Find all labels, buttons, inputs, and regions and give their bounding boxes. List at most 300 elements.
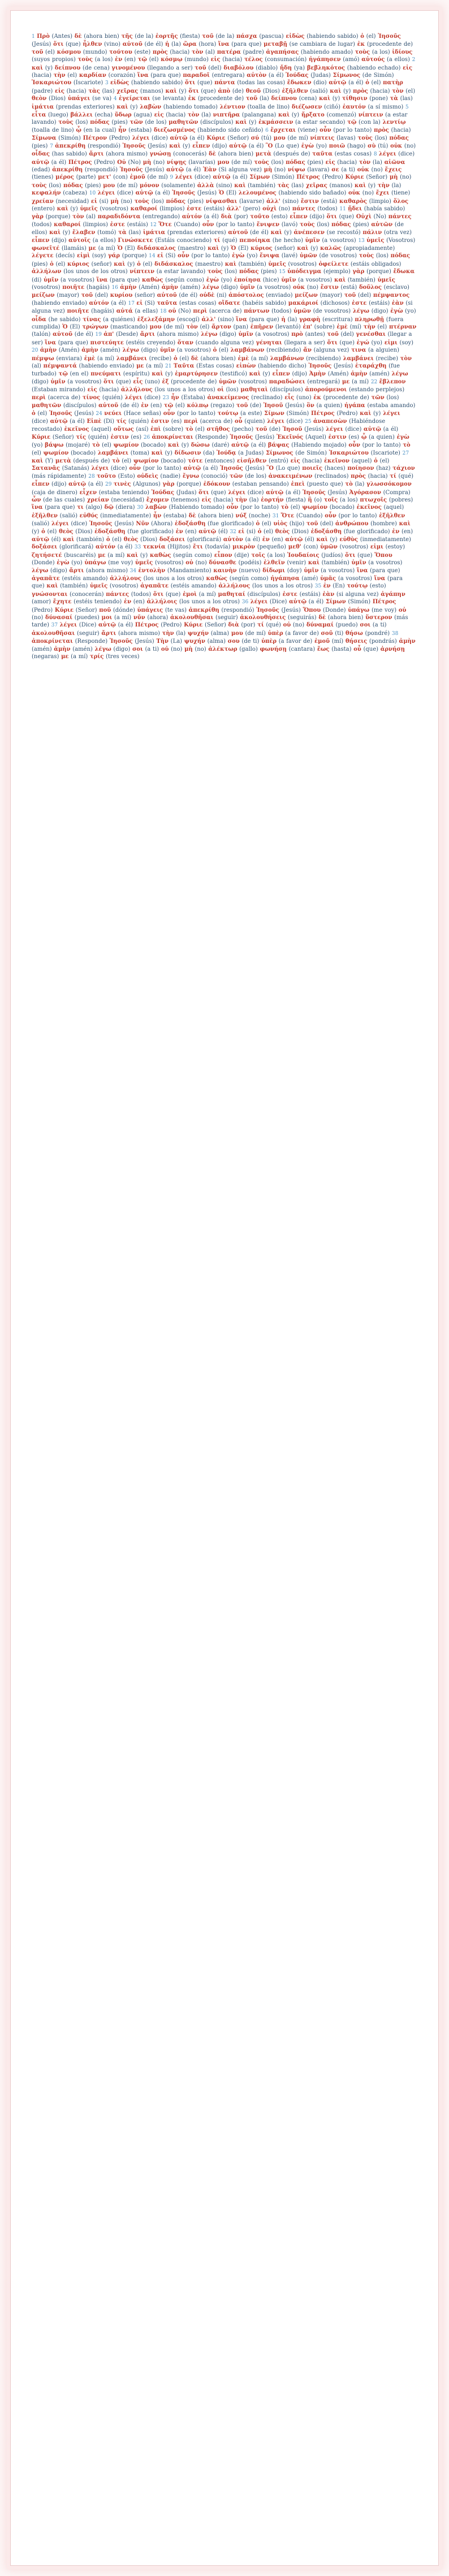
- word-pair: [264, 41, 355, 47]
- word-pair: [264, 560, 306, 566]
- greek-word: ὅτι: [345, 552, 356, 559]
- word-pair: [277, 434, 326, 440]
- word-pair: [174, 356, 189, 362]
- verse-number: 19: [95, 332, 104, 338]
- spanish-gloss: (los unos a los otros): [177, 599, 240, 606]
- greek-word: τί: [390, 473, 396, 479]
- greek-word: ἀγάπην: [381, 591, 405, 598]
- spanish-gloss: (Si): [163, 253, 176, 260]
- greek-word: πόδας: [63, 182, 83, 189]
- spanish-gloss: (amén): [32, 646, 52, 652]
- word-pair: [378, 183, 401, 189]
- word-pair: [244, 308, 291, 314]
- greek-word: Κύριε: [32, 434, 51, 440]
- greek-word: εἰμι: [370, 544, 383, 551]
- spanish-gloss: (judíos): [319, 552, 343, 559]
- greek-word: καὶ: [208, 245, 219, 252]
- greek-word: καὶ: [319, 96, 331, 102]
- word-pair: [203, 167, 262, 173]
- greek-word: εἰσῆλθεν: [237, 457, 267, 464]
- greek-word: ἐστε: [282, 591, 297, 598]
- word-pair: [111, 65, 192, 71]
- spanish-gloss: (que): [337, 339, 355, 346]
- greek-word: αὐτά: [116, 308, 133, 315]
- spanish-gloss: (fue turbado): [32, 363, 400, 378]
- greek-word: Κύριε: [345, 174, 364, 181]
- greek-word: καὶ: [249, 371, 261, 378]
- spanish-gloss: (para que): [55, 339, 88, 346]
- greek-word: ἀμὴν: [120, 284, 137, 291]
- word-pair: [175, 521, 254, 527]
- greek-word: λαμβάνει: [343, 355, 374, 362]
- greek-word: ἐγὼ: [57, 560, 70, 567]
- greek-word: καὶ: [151, 449, 163, 456]
- greek-word: τούτῳ: [347, 583, 368, 590]
- word-pair: [217, 387, 238, 393]
- spanish-gloss: (digo): [111, 646, 131, 652]
- spanish-gloss: (los): [384, 394, 399, 401]
- word-pair: [124, 599, 145, 605]
- greek-word: ὁ: [374, 457, 378, 464]
- spanish-gloss: (a él): [266, 72, 284, 79]
- word-pair: [157, 292, 198, 299]
- spanish-gloss: (el): [140, 261, 153, 267]
- word-pair: [312, 151, 372, 157]
- word-pair: [344, 403, 415, 409]
- spanish-gloss: (a él): [184, 166, 201, 173]
- word-pair: [160, 347, 211, 353]
- greek-word: οὗ: [353, 646, 361, 652]
- spanish-gloss: (acerca de): [207, 308, 242, 315]
- word-pair: [323, 583, 345, 589]
- spanish-gloss: (quién): [100, 394, 123, 401]
- greek-word: λέγει: [326, 426, 343, 433]
- greek-word: με: [136, 363, 144, 370]
- word-pair: [289, 599, 323, 605]
- word-pair: [90, 583, 139, 589]
- word-pair: [104, 410, 161, 417]
- greek-word: σύ: [251, 135, 260, 142]
- greek-word: ἀκολουθήσεις: [240, 615, 286, 621]
- greek-word: τοὺς: [134, 198, 150, 205]
- word-pair: [115, 112, 152, 118]
- word-pair: [296, 174, 343, 180]
- spanish-gloss: (no): [192, 646, 206, 652]
- spanish-gloss: (del): [206, 64, 222, 71]
- greek-word: ἀπὸ: [218, 88, 231, 94]
- greek-word: ἐκεῖνος: [356, 504, 382, 511]
- greek-word: νίπτειν: [358, 112, 383, 119]
- spanish-gloss: (se cambiara de lugar): [287, 41, 355, 48]
- spanish-gloss: (a quien): [314, 403, 343, 409]
- word-pair: [99, 607, 135, 613]
- spanish-gloss: (también): [245, 182, 276, 189]
- spanish-gloss: (y): [162, 449, 172, 456]
- word-pair: [283, 591, 321, 598]
- greek-word: ἐγὼ: [232, 253, 245, 260]
- word-pair: [326, 426, 361, 433]
- spanish-gloss: (a favor de): [277, 638, 313, 645]
- spanish-gloss: (Estaban mirando): [32, 387, 85, 394]
- spanish-gloss: (Judas): [308, 72, 331, 79]
- greek-word: ἔγνω: [182, 473, 199, 479]
- word-pair: [258, 529, 273, 535]
- greek-word: ὑπάγει: [67, 96, 90, 102]
- spanish-gloss: (a mí): [112, 615, 132, 621]
- greek-word: κύριος: [251, 245, 273, 252]
- greek-word: ἔδωκα: [393, 269, 415, 275]
- spanish-gloss: (el): [32, 449, 41, 456]
- greek-word: ᾧ: [361, 434, 367, 440]
- spanish-gloss: (solamente): [159, 182, 196, 189]
- spanish-gloss: (ni): [214, 292, 227, 299]
- greek-word: ᾔδει: [348, 205, 362, 212]
- word-pair: [32, 458, 53, 464]
- word-pair: [353, 646, 378, 652]
- word-pair: [162, 284, 201, 291]
- greek-word: μαθηταί: [218, 591, 245, 598]
- word-pair: [262, 206, 290, 212]
- word-pair: [79, 72, 136, 79]
- spanish-gloss: (mojaré): [63, 442, 90, 449]
- spanish-gloss: (habiendo dicho): [256, 363, 306, 370]
- greek-word: καὶ: [235, 119, 247, 126]
- greek-word: τὸν: [400, 355, 412, 362]
- word-pair: [256, 521, 271, 527]
- spanish-gloss: (sino): [215, 316, 234, 323]
- word-pair: [94, 529, 174, 535]
- greek-word: καθαρὸς: [339, 198, 367, 205]
- word-pair: [110, 222, 148, 228]
- word-pair: [136, 190, 170, 196]
- spanish-gloss: (mundo): [182, 57, 209, 63]
- spanish-gloss: (a él): [49, 159, 67, 166]
- greek-word: οἱ: [217, 387, 224, 394]
- spanish-gloss: (habiendo amado): [299, 49, 353, 55]
- greek-word: εἰ: [90, 198, 97, 205]
- greek-word: Σίμωνος: [266, 449, 293, 456]
- spanish-gloss: (a mí): [144, 363, 163, 370]
- greek-word: καὶ: [278, 112, 290, 119]
- greek-word: ὑμῶν: [320, 544, 338, 551]
- word-pair: [103, 379, 131, 385]
- greek-word: κύριος: [67, 261, 89, 267]
- greek-word: τινὲς: [113, 481, 131, 488]
- greek-word: τὰ: [118, 230, 127, 236]
- word-pair: [359, 253, 388, 259]
- spanish-gloss: (Di): [101, 418, 114, 425]
- greek-word: λέγω: [352, 308, 370, 315]
- spanish-gloss: (Habiéndose recostado): [32, 418, 386, 433]
- word-pair: [169, 308, 191, 314]
- greek-word: μὴ: [143, 159, 152, 166]
- spanish-gloss: (estaba): [126, 127, 152, 133]
- spanish-gloss: (de Simón): [293, 449, 327, 456]
- spanish-gloss: (decís): [53, 253, 75, 260]
- spanish-gloss: (testificó): [217, 371, 247, 378]
- greek-word: περὶ: [32, 394, 46, 401]
- spanish-gloss: (Pedro): [92, 159, 115, 166]
- word-pair: [32, 568, 67, 574]
- spanish-gloss: (después de): [271, 151, 310, 158]
- word-pair: [76, 127, 116, 133]
- word-pair: [211, 324, 248, 330]
- spanish-gloss: (habiendo enviado): [32, 300, 87, 306]
- verse-number: 10: [89, 191, 98, 197]
- greek-word: τὴν: [162, 630, 174, 637]
- word-pair: [166, 198, 204, 205]
- spanish-gloss: (me voy): [369, 607, 397, 613]
- word-pair: [45, 442, 90, 448]
- spanish-gloss: (reclinado): [249, 394, 283, 401]
- word-pair: [207, 426, 254, 433]
- greek-word: ἐδόκουν: [203, 481, 231, 488]
- spanish-gloss: (el): [261, 528, 273, 535]
- spanish-gloss: (y): [128, 103, 138, 110]
- spanish-gloss: (a vosotros): [296, 276, 333, 283]
- word-pair: [238, 356, 268, 362]
- greek-word: ὁ: [50, 261, 54, 267]
- word-pair: [346, 630, 390, 637]
- word-pair: [32, 356, 82, 362]
- word-pair: [251, 245, 295, 252]
- word-pair: [331, 222, 369, 228]
- word-pair: [355, 49, 390, 55]
- greek-word: ἐν: [175, 528, 183, 535]
- greek-word: ἐν: [141, 403, 149, 409]
- spanish-gloss: (Jesús): [253, 434, 275, 440]
- spanish-gloss: (yo): [218, 276, 232, 283]
- word-pair: [288, 167, 330, 173]
- spanish-gloss: (este): [132, 49, 151, 55]
- greek-word: εἷς: [284, 394, 295, 401]
- spanish-gloss: (a él): [346, 80, 364, 87]
- greek-word: μείζων: [32, 292, 55, 299]
- greek-word: φωνεῖτέ: [32, 245, 60, 252]
- word-pair: [140, 104, 218, 110]
- greek-word: ἠγάπησα: [270, 576, 300, 582]
- word-pair: [206, 576, 269, 582]
- spanish-gloss: (los unos a los otros): [152, 387, 215, 394]
- greek-word: πάντα: [214, 80, 235, 87]
- spanish-gloss: (y): [179, 442, 189, 449]
- spanish-gloss: (de los): [243, 473, 267, 479]
- greek-word: ἔβλεπον: [379, 378, 406, 385]
- verse-number: 5: [405, 104, 409, 110]
- greek-word: διδάσκαλος: [154, 261, 193, 267]
- greek-word: πάντων: [244, 308, 270, 315]
- greek-word: αὐτὸν: [247, 72, 267, 79]
- greek-word: εἶπον: [214, 552, 232, 559]
- verse-number: 29: [105, 482, 114, 488]
- greek-word: τὰς: [88, 88, 100, 94]
- spanish-gloss: (puedes): [72, 615, 100, 621]
- greek-word: οὐχὶ: [262, 205, 277, 212]
- spanish-gloss: (el): [45, 528, 57, 535]
- word-pair: [55, 458, 110, 464]
- greek-word: καὶ: [360, 410, 372, 417]
- greek-word: ἐκεῖνος: [64, 426, 89, 433]
- spanish-gloss: (Hace señas): [122, 410, 162, 417]
- word-pair: [293, 284, 318, 291]
- word-pair: [50, 261, 65, 267]
- word-pair: [110, 292, 155, 299]
- spanish-gloss: (de los): [143, 119, 167, 126]
- spanish-gloss: (hijo): [287, 521, 305, 528]
- greek-word: πνεύματι: [90, 371, 122, 378]
- word-pair: [114, 442, 166, 448]
- greek-word: εἷς: [133, 378, 143, 385]
- spanish-gloss: (Judas): [174, 489, 197, 496]
- greek-word: καὶ: [399, 521, 411, 528]
- spanish-gloss: (entregará): [305, 378, 340, 385]
- greek-word: Γινώσκετε: [118, 237, 153, 244]
- word-pair: [309, 363, 353, 369]
- greek-word: ὁ: [256, 521, 260, 528]
- spanish-gloss: (los): [314, 221, 330, 228]
- greek-word: Οὐχὶ: [356, 214, 372, 221]
- spanish-gloss: (estéis amando): [169, 583, 217, 590]
- greek-word: πρὸς: [353, 88, 368, 94]
- spanish-gloss: (de mí): [145, 174, 168, 181]
- spanish-gloss: (a quiénes): [101, 316, 136, 323]
- greek-word: θήσεις: [345, 638, 368, 645]
- word-pair: [266, 143, 299, 149]
- word-pair: [193, 308, 241, 314]
- greek-word: ὥρα: [183, 41, 197, 48]
- spanish-gloss: (entero): [32, 205, 55, 212]
- greek-word: οὐ: [168, 308, 176, 315]
- spanish-gloss: (manos): [138, 88, 163, 94]
- word-pair: [98, 190, 133, 196]
- word-pair: [326, 159, 357, 166]
- greek-word: τοῦτο: [250, 214, 270, 221]
- greek-word: τίς: [76, 434, 87, 440]
- greek-word: δείπνου: [271, 96, 297, 102]
- spanish-gloss: (bocado): [158, 457, 186, 464]
- word-pair: [329, 143, 366, 149]
- word-pair: [357, 568, 400, 574]
- greek-word: ὑπάγω: [348, 607, 370, 613]
- greek-word: καὶ: [167, 442, 179, 449]
- word-pair: [115, 57, 136, 63]
- word-pair: [54, 222, 108, 228]
- spanish-gloss: (de él): [118, 403, 139, 409]
- greek-word: τοὺς: [254, 159, 269, 166]
- word-pair: [305, 387, 404, 393]
- greek-word: τούτῳ: [217, 410, 239, 417]
- greek-word: πάσχα: [236, 33, 257, 40]
- greek-word: ἐγὼ: [206, 276, 219, 283]
- greek-word: ἔνιψεν: [256, 221, 280, 228]
- spanish-gloss: (recibe): [146, 355, 172, 362]
- spanish-gloss: (pies): [83, 182, 101, 189]
- word-pair: [345, 552, 373, 559]
- verse-number: 12: [150, 222, 159, 228]
- word-pair: [347, 583, 386, 589]
- word-pair: [357, 167, 383, 173]
- verse-number: 2: [412, 57, 416, 63]
- greek-word: Σίμων: [264, 410, 284, 417]
- spanish-gloss: (Señor): [364, 174, 388, 181]
- word-pair: [41, 529, 57, 535]
- word-pair: [32, 159, 66, 166]
- word-pair: [32, 80, 103, 86]
- word-pair: [80, 490, 149, 496]
- word-pair: [302, 465, 345, 472]
- spanish-gloss: (al): [32, 363, 41, 370]
- greek-word: ποιῆτε: [67, 308, 89, 315]
- word-pair: [53, 599, 122, 605]
- greek-word: Ἰησοῦ: [282, 426, 303, 433]
- word-pair: [141, 403, 162, 409]
- greek-word: ὑμῖν: [44, 276, 59, 283]
- greek-word: τοὺς: [32, 182, 47, 189]
- spanish-gloss: (aquel): [89, 426, 112, 433]
- word-pair: [63, 537, 104, 543]
- greek-word: εἰς: [87, 387, 97, 394]
- greek-word: δύνασαί: [45, 615, 73, 621]
- spanish-gloss: (no): [291, 622, 305, 629]
- word-pair: [187, 206, 225, 212]
- greek-word: τεκνία: [143, 544, 166, 551]
- greek-word: δύνασθε: [209, 560, 236, 567]
- spanish-gloss: (edad): [32, 166, 50, 173]
- spanish-gloss: (maestro): [193, 261, 223, 267]
- greek-word: οὐ: [283, 622, 291, 629]
- greek-word: ἐδοξάσθη: [310, 528, 342, 535]
- word-pair: [44, 277, 94, 283]
- verse-number: 15: [279, 269, 288, 275]
- spanish-gloss: (según como): [227, 576, 269, 582]
- verse-number: 16: [111, 285, 120, 291]
- greek-word: ἔστιν: [320, 284, 339, 291]
- word-pair: [390, 473, 413, 479]
- greek-word: ποιεῖς: [302, 465, 323, 472]
- spanish-gloss: (esto): [368, 583, 386, 590]
- greek-word: ἀκολουθῆσαι: [32, 630, 75, 637]
- word-pair: [68, 159, 115, 166]
- spanish-gloss: (puedo): [333, 622, 358, 629]
- word-pair: [32, 135, 81, 141]
- greek-word: ἀμὴν: [54, 646, 71, 652]
- word-pair: [72, 214, 96, 220]
- word-pair: [342, 96, 388, 102]
- greek-word: πληρωθῇ: [355, 316, 385, 323]
- word-pair: [127, 552, 148, 559]
- word-pair: [117, 245, 135, 252]
- spanish-gloss: (yo): [32, 442, 43, 449]
- greek-word: καθὼς: [141, 276, 163, 283]
- word-pair: [40, 347, 80, 353]
- spanish-gloss: (dice): [115, 190, 133, 197]
- spanish-gloss: (Jesús): [283, 403, 305, 409]
- spanish-gloss: (bocado): [68, 449, 96, 456]
- spanish-gloss: (sino): [214, 182, 232, 189]
- word-pair: [343, 356, 398, 362]
- greek-word: στῆθος: [206, 426, 230, 433]
- greek-word: διαβόλου: [223, 64, 254, 71]
- word-pair: [228, 292, 292, 299]
- spanish-gloss: (entregando): [140, 214, 180, 221]
- word-pair: [189, 607, 254, 613]
- word-pair: [327, 340, 355, 346]
- spanish-gloss: (se recostó): [325, 230, 361, 236]
- spanish-gloss: (dice): [142, 394, 161, 401]
- word-pair: [362, 230, 412, 236]
- spanish-gloss: (tienes): [32, 174, 54, 181]
- word-pair: [133, 379, 159, 385]
